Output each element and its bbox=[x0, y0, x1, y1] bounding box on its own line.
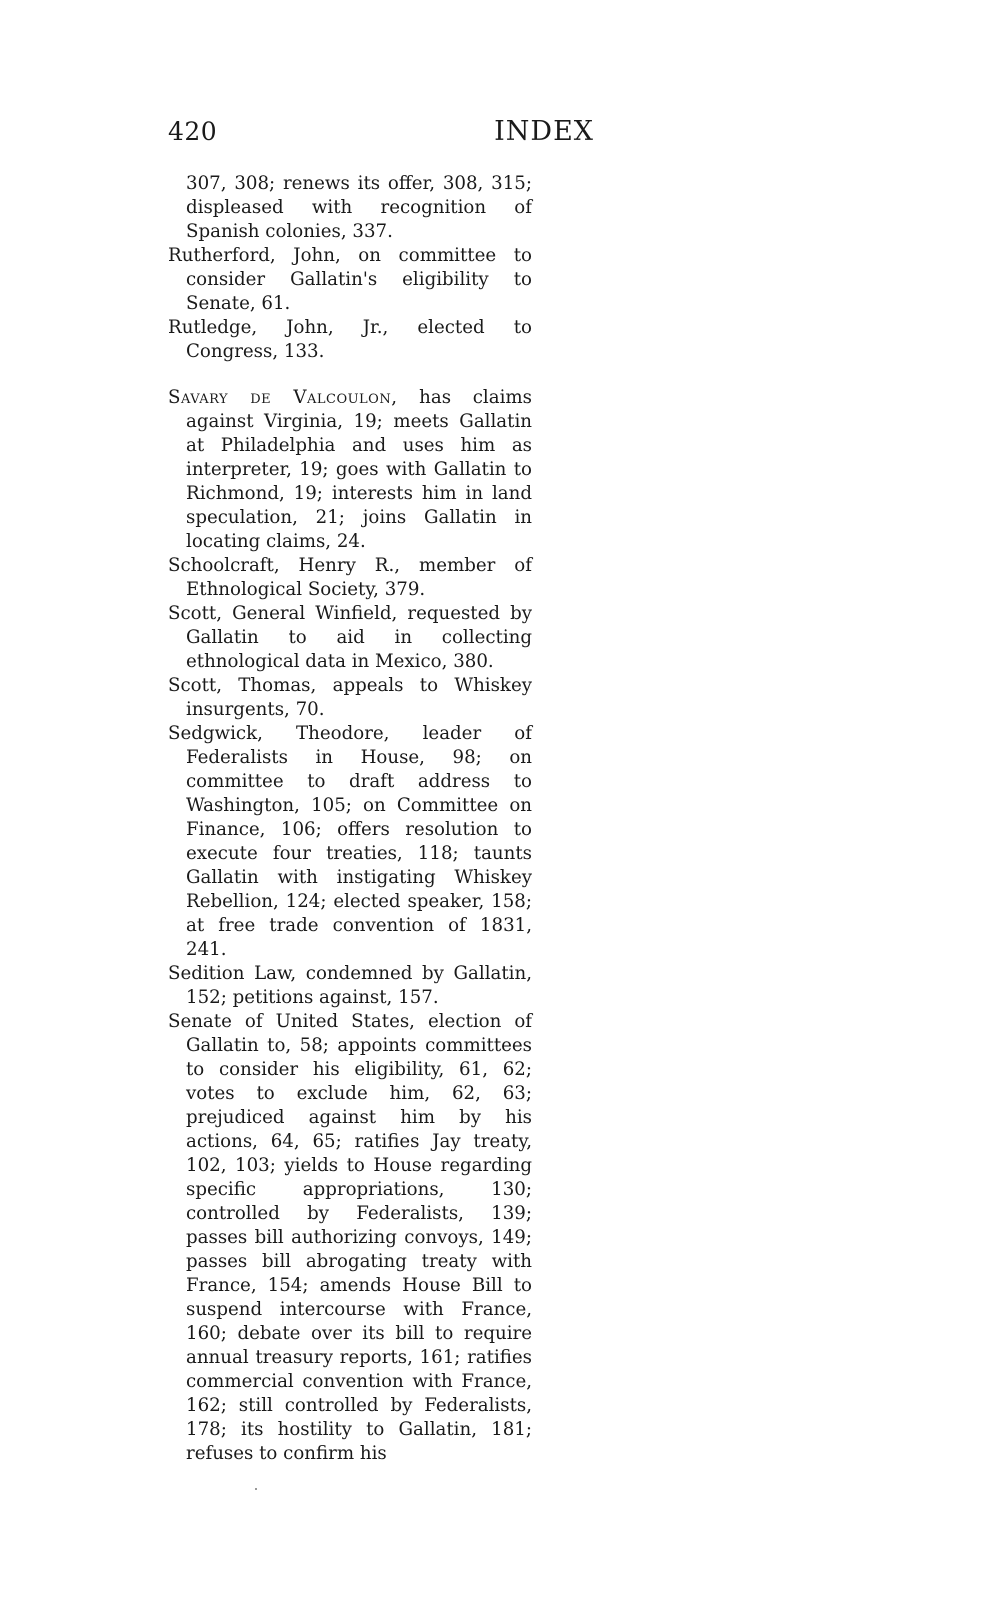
index-entry-savary bbox=[168, 386, 532, 554]
entry-text: Senate of United States, election of Gallatin to, 58; appoints committees to consider his eligibility, 61, 62; votes to exclude him, 62, 63; prejudiced against him by his actions, 64, 65; ratifies Jay treaty, 102, 103; yields to House regarding specific appropriations, 130; controlled by Federalists, 139; passes bill authorizing convoys, 149; passes bill abrogating treaty with France, 154; amends House Bill to suspend intercourse with France, 160; debate over its bill to require annual treasury reports, 161; ratifies commercial convention with France, 162; still controlled by Federalists, 178; its hostility to Gallatin, 181; refuses to confirm his bbox=[168, 1011, 532, 1464]
index-entry-sedition-law bbox=[168, 962, 532, 1010]
scan-speck bbox=[255, 1488, 257, 1490]
index-entry-senate bbox=[168, 1010, 532, 1466]
index-entry-rutherford bbox=[168, 244, 532, 316]
page-number: 420 bbox=[168, 117, 218, 146]
index-entry-schoolcraft bbox=[168, 554, 532, 602]
index-entry-rutledge bbox=[168, 316, 532, 364]
index-entry-sedgwick bbox=[168, 722, 532, 962]
entry-text: Rutherford, John, on committee to consider Gallatin's eligibility to Senate, 61. bbox=[168, 245, 532, 314]
entry-text: Scott, General Winfield, requested by Gallatin to aid in collecting ethnological data in Mexico, 380. bbox=[168, 603, 532, 672]
entry-text: Schoolcraft, Henry R., member of Ethnological Society, 379. bbox=[168, 555, 532, 600]
entry-text: Sedgwick, Theodore, leader of Federalists in House, 98; on committee to draft address to Washington, 105; on Committee on Finance, 106; offers resolution to execute four treaties, 118; taunts Gallatin with instigating Whiskey Rebellion, 124; elected speaker, 158; at free trade convention of 1831, 241. bbox=[168, 723, 532, 960]
index-entry-scott-winfield bbox=[168, 602, 532, 674]
index-column bbox=[168, 172, 532, 1466]
entry-text: Sedition Law, condemned by Gallatin, 152; petitions against, 157. bbox=[168, 963, 532, 1008]
letter-section-divider bbox=[168, 364, 532, 386]
entry-text: has claims against Virginia, 19; meets Gallatin at Philadelphia and uses him as interpreter, 19; goes with Gallatin to Richmond, 19; interests him in land speculation, 21; joins Gallatin in locating claims, 24. bbox=[186, 387, 532, 552]
index-entry-scott-thomas bbox=[168, 674, 532, 722]
entry-text: Rutledge, John, Jr., elected to Congress, 133. bbox=[168, 317, 532, 362]
page-header bbox=[168, 112, 594, 152]
index-entry-continued bbox=[168, 172, 532, 244]
entry-text: Scott, Thomas, appeals to Whiskey insurgents, 70. bbox=[168, 675, 532, 720]
running-head: INDEX bbox=[494, 116, 594, 147]
entry-text: 307, 308; renews its offer, 308, 315; displeased with recognition of Spanish colonies, 337. bbox=[186, 173, 532, 242]
entry-heading: Savary de Valcoulon, bbox=[168, 387, 398, 408]
